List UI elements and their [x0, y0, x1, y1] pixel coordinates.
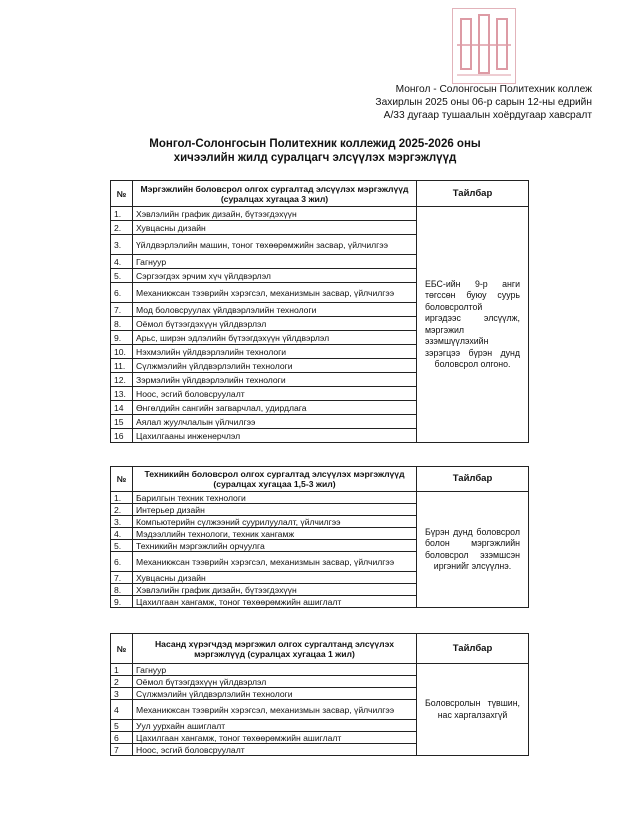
table-row: [111, 664, 529, 676]
document-title: [60, 137, 570, 165]
row-program-name: Өнгөлдийн сангийн загварчлал, удирдлага: [133, 401, 417, 415]
row-program-name: Аялал жуулчлалын үйлчилгээ: [133, 415, 417, 429]
official-stamp: [452, 8, 516, 84]
row-number: 15: [111, 415, 133, 429]
row-number: 4: [111, 700, 133, 720]
row-program-name: Мэдээллийн технологи, техник хангамж: [133, 528, 417, 540]
row-number: 6: [111, 732, 133, 744]
row-note: ЕБС-ийн 9-р анги төгссөн буюу суурь боловсролтой иргэдээс элсүүлж, мэргэжил эзэмшүүлэхийн зэрэгцээ бүрэн дунд боловсрол олгоно.: [417, 207, 529, 443]
row-number: 4.: [111, 255, 133, 269]
row-number: 3.: [111, 516, 133, 528]
row-number: 9.: [111, 331, 133, 345]
row-number: 3: [111, 688, 133, 700]
header-description: Мэргэжлийн боловсрол олгох сургалтад элсүүлэх мэргэжлүүд (суралцах хугацаа 3 жил): [133, 181, 417, 207]
table-header-row: [111, 181, 529, 207]
title-line-1: Монгол-Солонгосын Политехник коллежид 2025-2026 оны: [149, 138, 481, 150]
row-program-name: Цахилгаан хангамж, тоног төхөөрөмжийн ашиглалт: [133, 596, 417, 608]
row-number: 4.: [111, 528, 133, 540]
table-row: [111, 492, 529, 504]
row-program-name: Мод боловсруулах үйлдвэрлэлийн технологи: [133, 303, 417, 317]
row-program-name: Техникийн мэргэжлийн орчуулга: [133, 540, 417, 552]
row-note: Бүрэн дунд боловсрол болон мэргэжлийн боловсрол эзэмшсэн иргэнийг элсүүлнэ.: [417, 492, 529, 608]
row-program-name: Механикжсан тээврийн хэрэгсэл, механизмын засвар, үйлчилгээ: [133, 552, 417, 572]
row-number: 5: [111, 720, 133, 732]
row-number: 10.: [111, 345, 133, 359]
row-number: 8.: [111, 584, 133, 596]
row-number: 7.: [111, 303, 133, 317]
row-number: 11.: [111, 359, 133, 373]
row-program-name: Үйлдвэрлэлийн машин, тоног төхөөрөмжийн засвар, үйлчилгээ: [133, 235, 417, 255]
title-line-2: хичээлийн жилд суралцагч элсүүлэх мэргэжлүүд: [173, 152, 457, 164]
row-program-name: Хувцасны дизайн: [133, 572, 417, 584]
row-number: 3.: [111, 235, 133, 255]
row-program-name: Сүлжмэлийн үйлдвэрлэлийн технологи: [133, 359, 417, 373]
row-number: 5.: [111, 540, 133, 552]
row-program-name: Барилгын техник технологи: [133, 492, 417, 504]
row-program-name: Оёмол бүтээгдэхүүн үйлдвэрлэл: [133, 676, 417, 688]
reference-line-3: А/33 дугаар тушаалын хоёрдугаар хавсралт: [383, 110, 592, 121]
row-program-name: Ноос, эсгий боловсруулалт: [133, 387, 417, 401]
row-program-name: Хэвлэлийн график дизайн, бүтээгдэхүүн: [133, 207, 417, 221]
row-program-name: Механикжсан тээврийн хэрэгсэл, механизмын засвар, үйлчилгээ: [133, 283, 417, 303]
row-program-name: Арьс, ширэн эдлэлийн бүтээгдэхүүн үйлдвэрлэл: [133, 331, 417, 345]
row-program-name: Хувцасны дизайн: [133, 221, 417, 235]
row-program-name: Оёмол бүтээгдэхүүн үйлдвэрлэл: [133, 317, 417, 331]
table-header-row: [111, 634, 529, 664]
row-program-name: Хэвлэлийн график дизайн, бүтээгдэхүүн: [133, 584, 417, 596]
row-number: 1: [111, 664, 133, 676]
adult-programs-table: [110, 633, 529, 756]
row-number: 12.: [111, 373, 133, 387]
header-note: Тайлбар: [417, 634, 529, 664]
row-number: 5.: [111, 269, 133, 283]
header-number: №: [111, 467, 133, 492]
table-header-row: [111, 467, 529, 492]
header-note: Тайлбар: [417, 181, 529, 207]
row-program-name: Гагнуур: [133, 255, 417, 269]
header-number: №: [111, 181, 133, 207]
row-number: 14: [111, 401, 133, 415]
technical-programs-table: [110, 466, 529, 608]
row-number: 8.: [111, 317, 133, 331]
row-program-name: Гагнуур: [133, 664, 417, 676]
row-number: 2.: [111, 221, 133, 235]
row-program-name: Ноос, эсгий боловсруулалт: [133, 744, 417, 756]
row-program-name: Сэргээгдэх эрчим хүч үйлдвэрлэл: [133, 269, 417, 283]
row-number: 1.: [111, 207, 133, 221]
table-row: [111, 207, 529, 221]
vocational-programs-table: [110, 180, 529, 443]
row-program-name: Компьютерийн сүлжээний суурилуулалт, үйлчилгээ: [133, 516, 417, 528]
row-number: 1.: [111, 492, 133, 504]
row-program-name: Интерьер дизайн: [133, 504, 417, 516]
row-program-name: Зэрмэлийн үйлдвэрлэлийн технологи: [133, 373, 417, 387]
row-number: 7.: [111, 572, 133, 584]
row-number: 6.: [111, 552, 133, 572]
row-program-name: Нэхмэлийн үйлдвэрлэлийн технологи: [133, 345, 417, 359]
stamp-seal-icon: [453, 9, 515, 83]
row-program-name: Уул уурхайн ашиглалт: [133, 720, 417, 732]
row-program-name: Сүлжмэлийн үйлдвэрлэлийн технологи: [133, 688, 417, 700]
row-program-name: Цахилгаан хангамж, тоног төхөөрөмжийн ашиглалт: [133, 732, 417, 744]
row-number: 6.: [111, 283, 133, 303]
reference-line-1: Монгол - Солонгосын Политехник коллеж: [395, 84, 592, 95]
header-description: Насанд хүрэгчдэд мэргэжил олгох сургалтанд элсүүлэх мэргэжлүүд (суралцах хугацаа 1 жил): [133, 634, 417, 664]
header-description: Техникийн боловсрол олгох сургалтад элсүүлэх мэргэжлүүд (суралцах хугацаа 1,5-3 жил): [133, 467, 417, 492]
row-number: 7: [111, 744, 133, 756]
reference-line-2: Захирлын 2025 оны 06-р сарын 12-ны едрийн: [375, 97, 592, 108]
header-note: Тайлбар: [417, 467, 529, 492]
header-number: №: [111, 634, 133, 664]
row-number: 13.: [111, 387, 133, 401]
row-program-name: Механикжсан тээврийн хэрэгсэл, механизмын засвар, үйлчилгээ: [133, 700, 417, 720]
row-note: Боловсролын түвшин, нас харгалзахгүй: [417, 664, 529, 756]
row-program-name: Цахилгааны инженерчлэл: [133, 429, 417, 443]
row-number: 2: [111, 676, 133, 688]
row-number: 16: [111, 429, 133, 443]
row-number: 9.: [111, 596, 133, 608]
document-reference: [375, 83, 592, 122]
row-number: 2.: [111, 504, 133, 516]
